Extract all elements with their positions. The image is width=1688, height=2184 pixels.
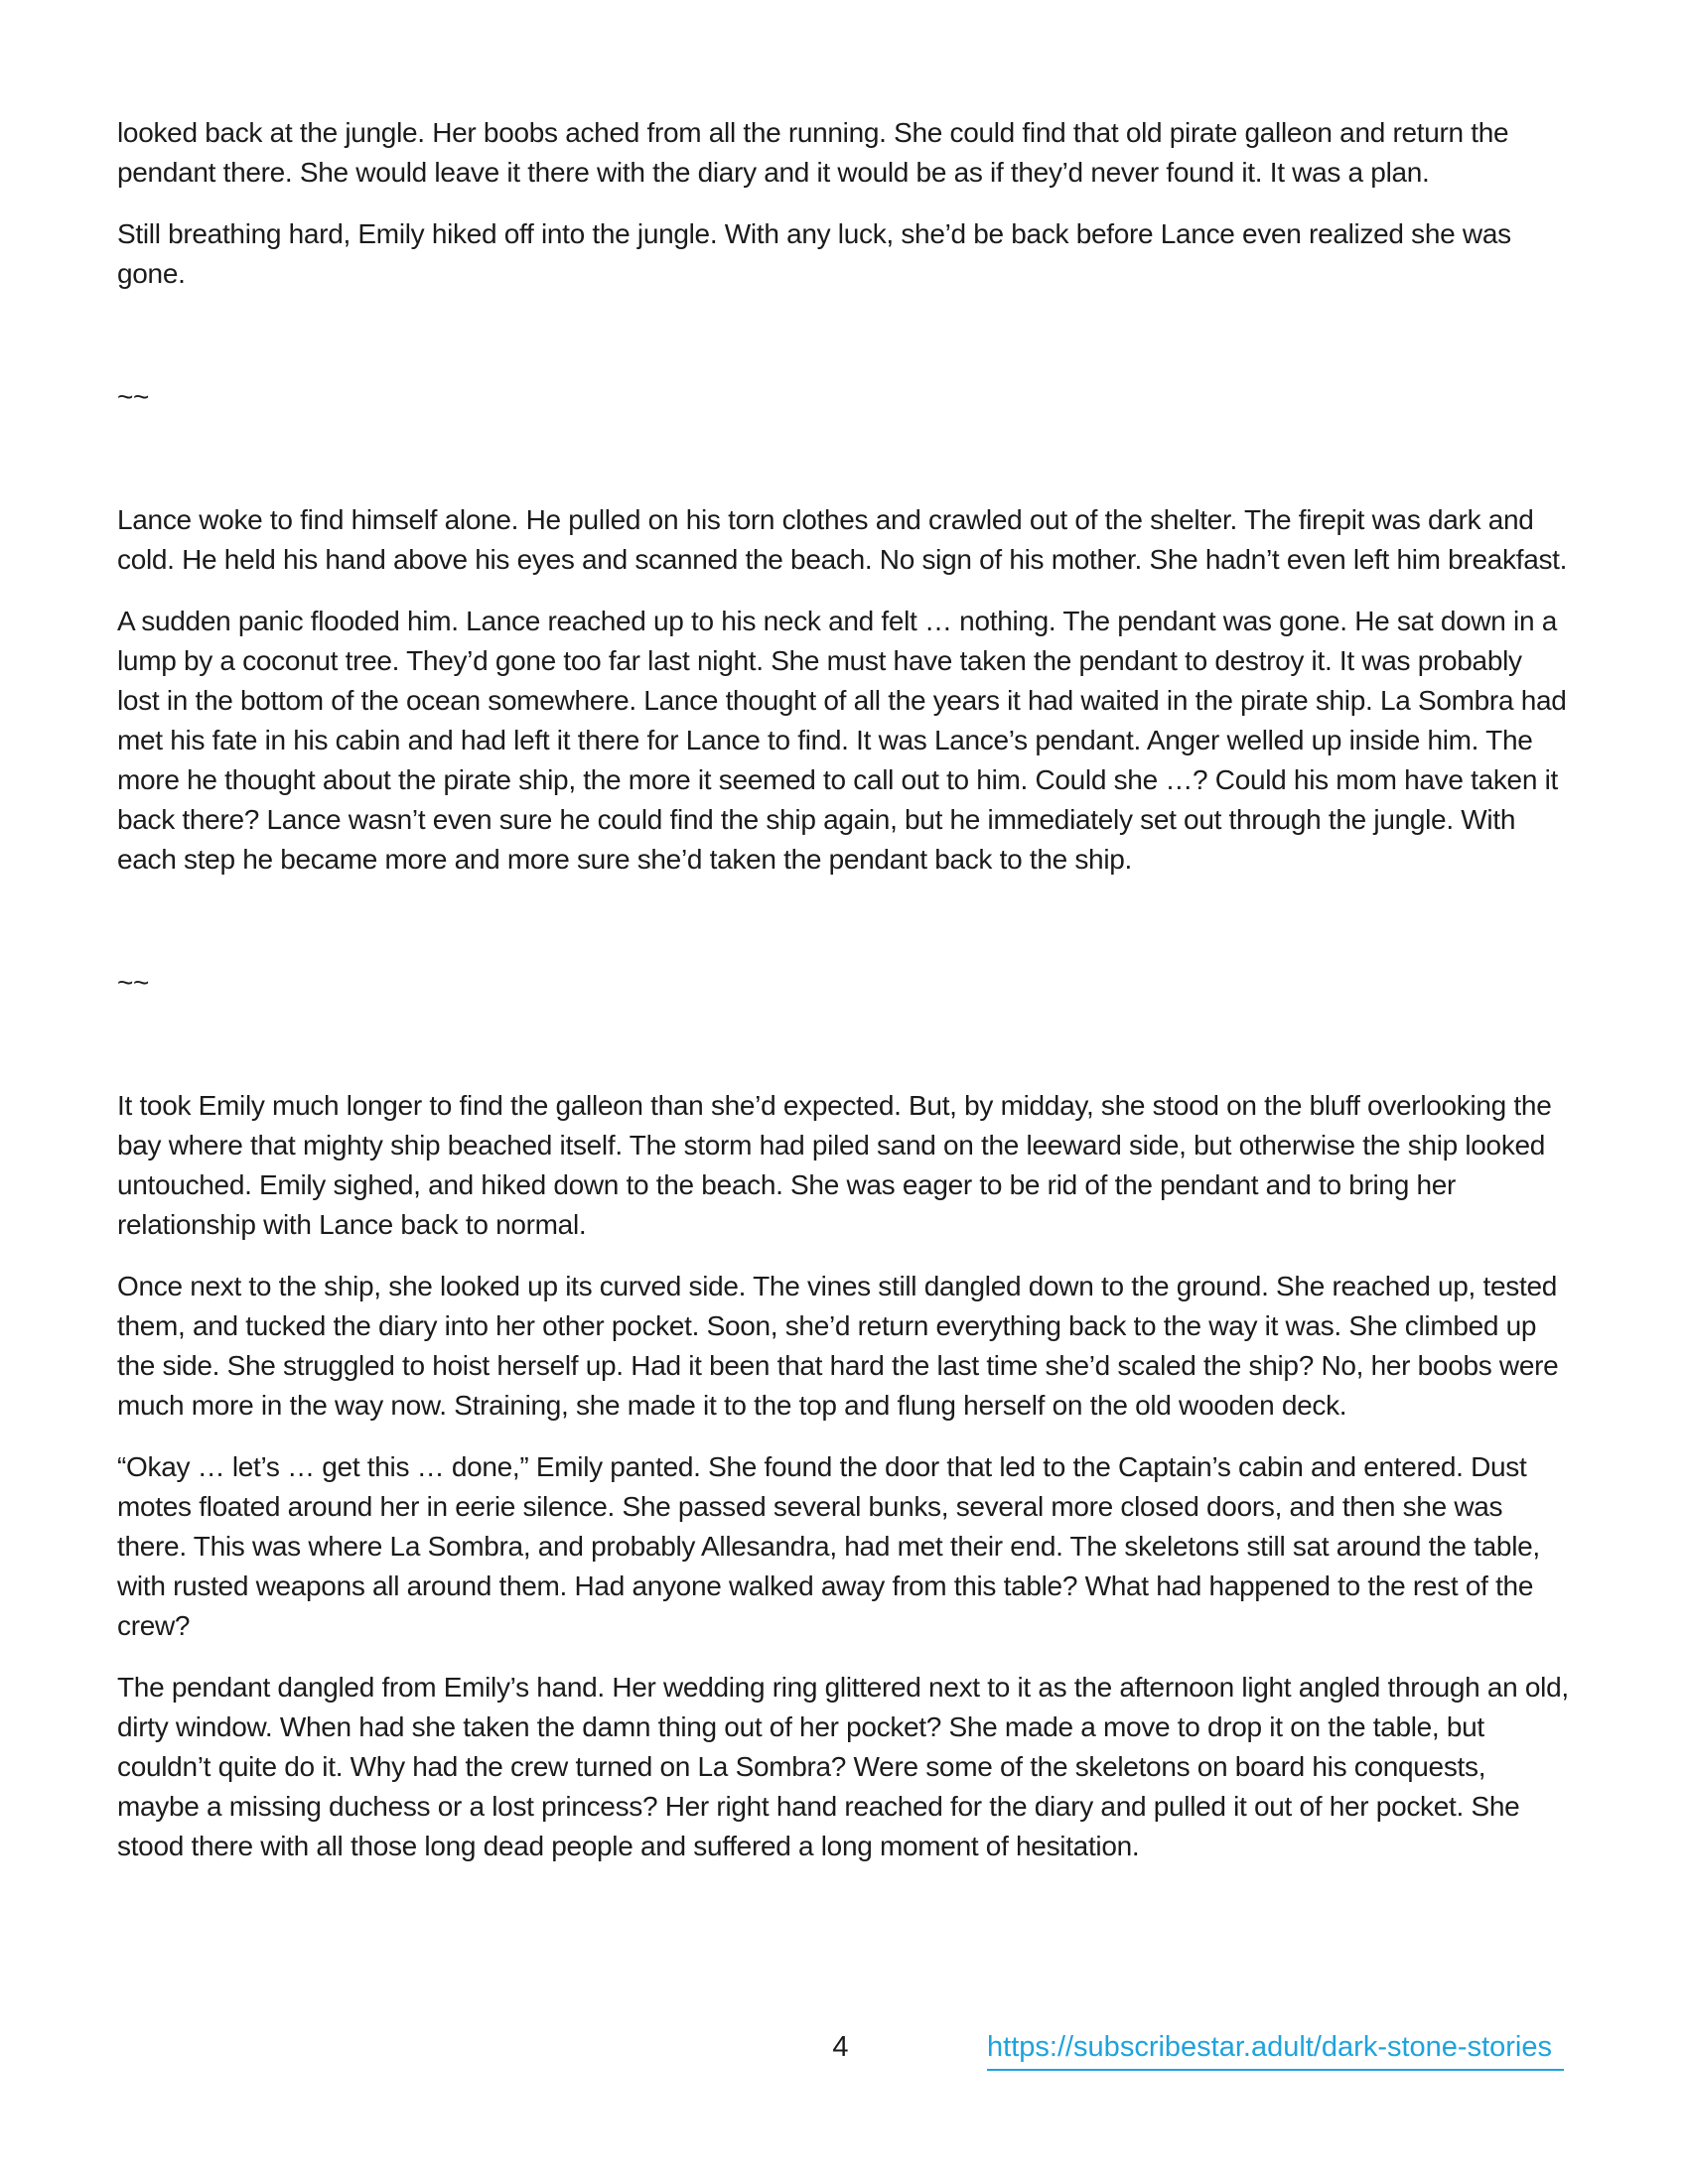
- story-paragraph: Lance woke to find himself alone. He pulled on his torn clothes and crawled out of the shelter. The firepit was dark and cold. He held his hand above his eyes and scanned the beach. No sign of his mother. She hadn’t even left him breakfast.: [117, 504, 1568, 575]
- story-paragraph: looked back at the jungle. Her boobs ached from all the running. She could find that old pirate galleon and return the pendant there. She would leave it there with the diary and it would be as if they’d never found it. It was a plan.: [117, 117, 1516, 188]
- story-paragraph: Once next to the ship, she looked up its curved side. The vines still dangled down to the ground. She reached up, tested them, and tucked the diary into her other pocket. Soon, she’d return everything back to the way it was. She climbed up the side. She struggled to hoist herself up. Had it been that hard the last time she’d scaled the ship? No, her boobs were much more in the way now. Straining, she made it to the top and flung herself on the old wooden deck.: [117, 1271, 1566, 1421]
- story-body: [117, 113, 1577, 1888]
- scene-separator: ~~: [117, 381, 150, 412]
- scene-separator: ~~: [117, 967, 150, 998]
- blank-line: [117, 439, 1571, 478]
- blank-line: [117, 316, 1571, 355]
- page-footer: [117, 2025, 1564, 2069]
- blank-line: [117, 901, 1571, 941]
- footer-link[interactable]: https://subscribestar.adult/dark-stone-stories: [987, 2025, 1564, 2071]
- story-paragraph: “Okay … let’s … get this … done,” Emily panted. She found the door that led to the Captain’s cabin and entered. Dust motes floated around her in eerie silence. She passed several bunks, several more closed doors, and then she was there. This was where La Sombra, and probably Allesandra, had met their end. The skeletons still sat around the table, with rusted weapons all around them. Had anyone walked away from this table? What had happened to the rest of the crew?: [117, 1451, 1548, 1641]
- story-paragraph: The pendant dangled from Emily’s hand. Her wedding ring glittered next to it as the afternoon light angled through an old, dirty window. When had she taken the damn thing out of her pocket? She made a move to drop it on the table, but couldn’t quite do it. Why had the crew turned on La Sombra? Were some of the skeletons on board his conquests, maybe a missing duchess or a lost princess? Her right hand reached for the diary and pulled it out of her pocket. She stood there with all those long dead people and suffered a long moment of hesitation.: [117, 1672, 1577, 1861]
- story-paragraph: It took Emily much longer to find the galleon than she’d expected. But, by midday, she stood on the bluff overlooking the bay where that mighty ship beached itself. The storm had piled sand on the leeward side, but otherwise the ship looked untouched. Emily sighed, and hiked down to the beach. She was eager to be rid of the pendant and to bring her relationship with Lance back to normal.: [117, 1090, 1559, 1240]
- page-number: 4: [832, 2031, 849, 2063]
- story-paragraph: A sudden panic flooded him. Lance reached up to his neck and felt … nothing. The pendant was gone. He sat down in a lump by a coconut tree. They’d gone too far last night. She must have taken the pendant to destroy it. It was probably lost in the bottom of the ocean somewhere. Lance thought of all the years it had waited in the pirate ship. La Sombra had met his fate in his cabin and had left it there for Lance to find. It was Lance’s pendant. Anger welled up inside him. The more he thought about the pirate ship, the more it seemed to call out to him. Could she …? Could his mom have taken it back there? Lance wasn’t even sure he could find the ship again, but he immediately set out through the jungle. With each step he became more and more sure she’d taken the pendant back to the ship.: [117, 606, 1574, 875]
- story-paragraph: Still breathing hard, Emily hiked off into the jungle. With any luck, she’d be back before Lance even realized she was gone.: [117, 218, 1519, 289]
- blank-line: [117, 1024, 1571, 1064]
